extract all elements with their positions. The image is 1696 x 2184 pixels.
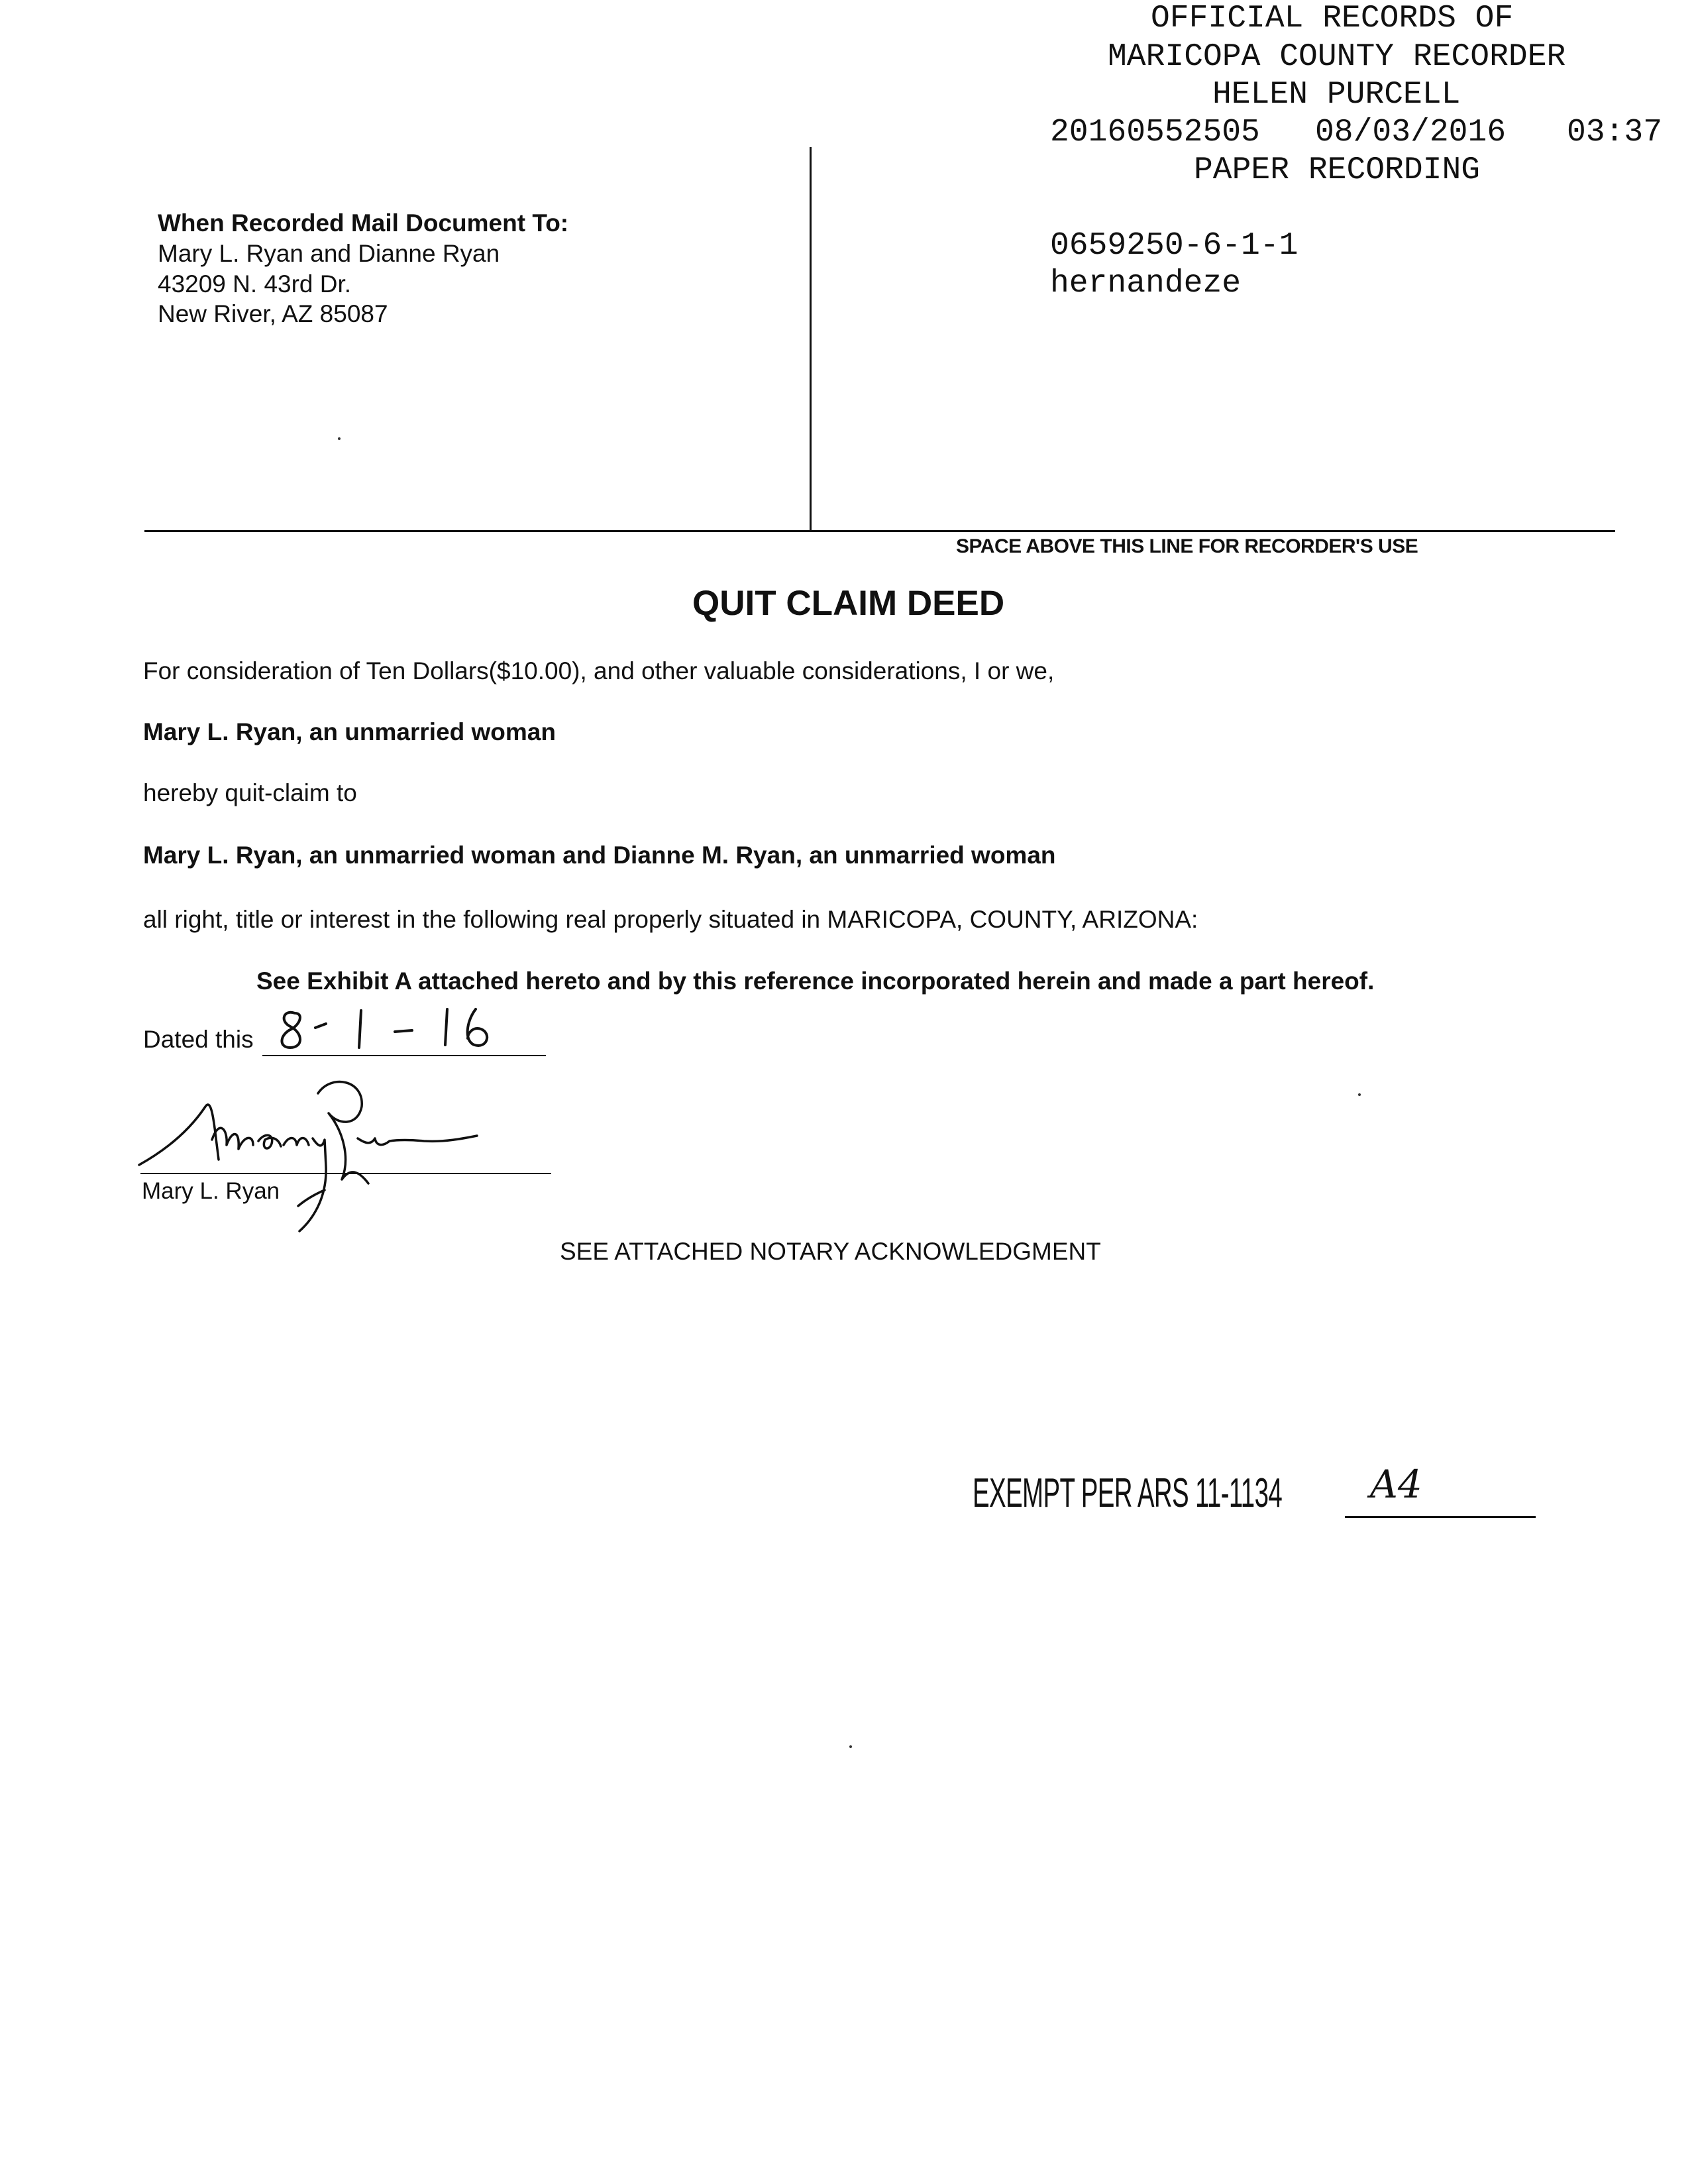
scan-speck <box>338 437 341 440</box>
quitclaim-text: hereby quit-claim to <box>143 779 357 806</box>
signature <box>132 1067 543 1239</box>
consideration-text: For consideration of Ten Dollars($10.00), and other valuable considerations, I or we, <box>143 657 1055 684</box>
document-title: QUIT CLAIM DEED <box>692 584 1005 623</box>
recorder-clerk: hernandeze <box>1050 266 1242 301</box>
dated-label: Dated this <box>143 1026 254 1053</box>
recorder-stamp-line1: OFFICIAL RECORDS OF <box>1151 1 1514 36</box>
scan-speck <box>1358 1093 1361 1096</box>
grantee-text: Mary L. Ryan, an unmarried woman and Dianne M. Ryan, an unmarried woman <box>143 842 1056 869</box>
exempt-code: A4 <box>1370 1462 1422 1507</box>
exhibit-text: See Exhibit A attached hereto and by this reference incorporated herein and made a part hereof. <box>256 967 1375 995</box>
signer-name: Mary L. Ryan <box>142 1178 280 1204</box>
recorder-stamp-line5: PAPER RECORDING <box>1194 152 1481 188</box>
recorder-date: 08/03/2016 <box>1315 115 1507 150</box>
mail-to-address1: 43209 N. 43rd Dr. <box>158 270 352 298</box>
notary-note: SEE ATTACHED NOTARY ACKNOWLEDGMENT <box>560 1238 1101 1265</box>
scan-speck <box>849 1745 852 1748</box>
mail-to-heading: When Recorded Mail Document To: <box>158 209 569 237</box>
signature-line <box>140 1173 551 1174</box>
exempt-stamp: EXEMPT PER ARS 11-1134 <box>973 1470 1283 1516</box>
recorder-doc-number: 20160552505 <box>1050 115 1260 150</box>
grantor-text: Mary L. Ryan, an unmarried woman <box>143 718 556 745</box>
mail-to-address2: New River, AZ 85087 <box>158 300 388 327</box>
recorder-space-rule <box>144 530 1615 532</box>
recorder-stamp-line3: HELEN PURCELL <box>1212 77 1461 113</box>
mail-to-name: Mary L. Ryan and Dianne Ryan <box>158 240 500 267</box>
header-vertical-divider <box>810 147 812 531</box>
recorder-use-label: SPACE ABOVE THIS LINE FOR RECORDER'S USE <box>956 535 1418 557</box>
recorder-ref-number: 0659250-6-1-1 <box>1050 228 1298 264</box>
recorder-time: 03:37 <box>1567 115 1663 150</box>
dated-handwritten-value <box>265 1004 530 1057</box>
property-text: all right, title or interest in the following real properly situated in MARICOPA, COUNTY, ARIZONA: <box>143 906 1198 933</box>
exempt-underline <box>1345 1516 1536 1518</box>
recorder-stamp-line2: MARICOPA COUNTY RECORDER <box>1108 39 1566 75</box>
